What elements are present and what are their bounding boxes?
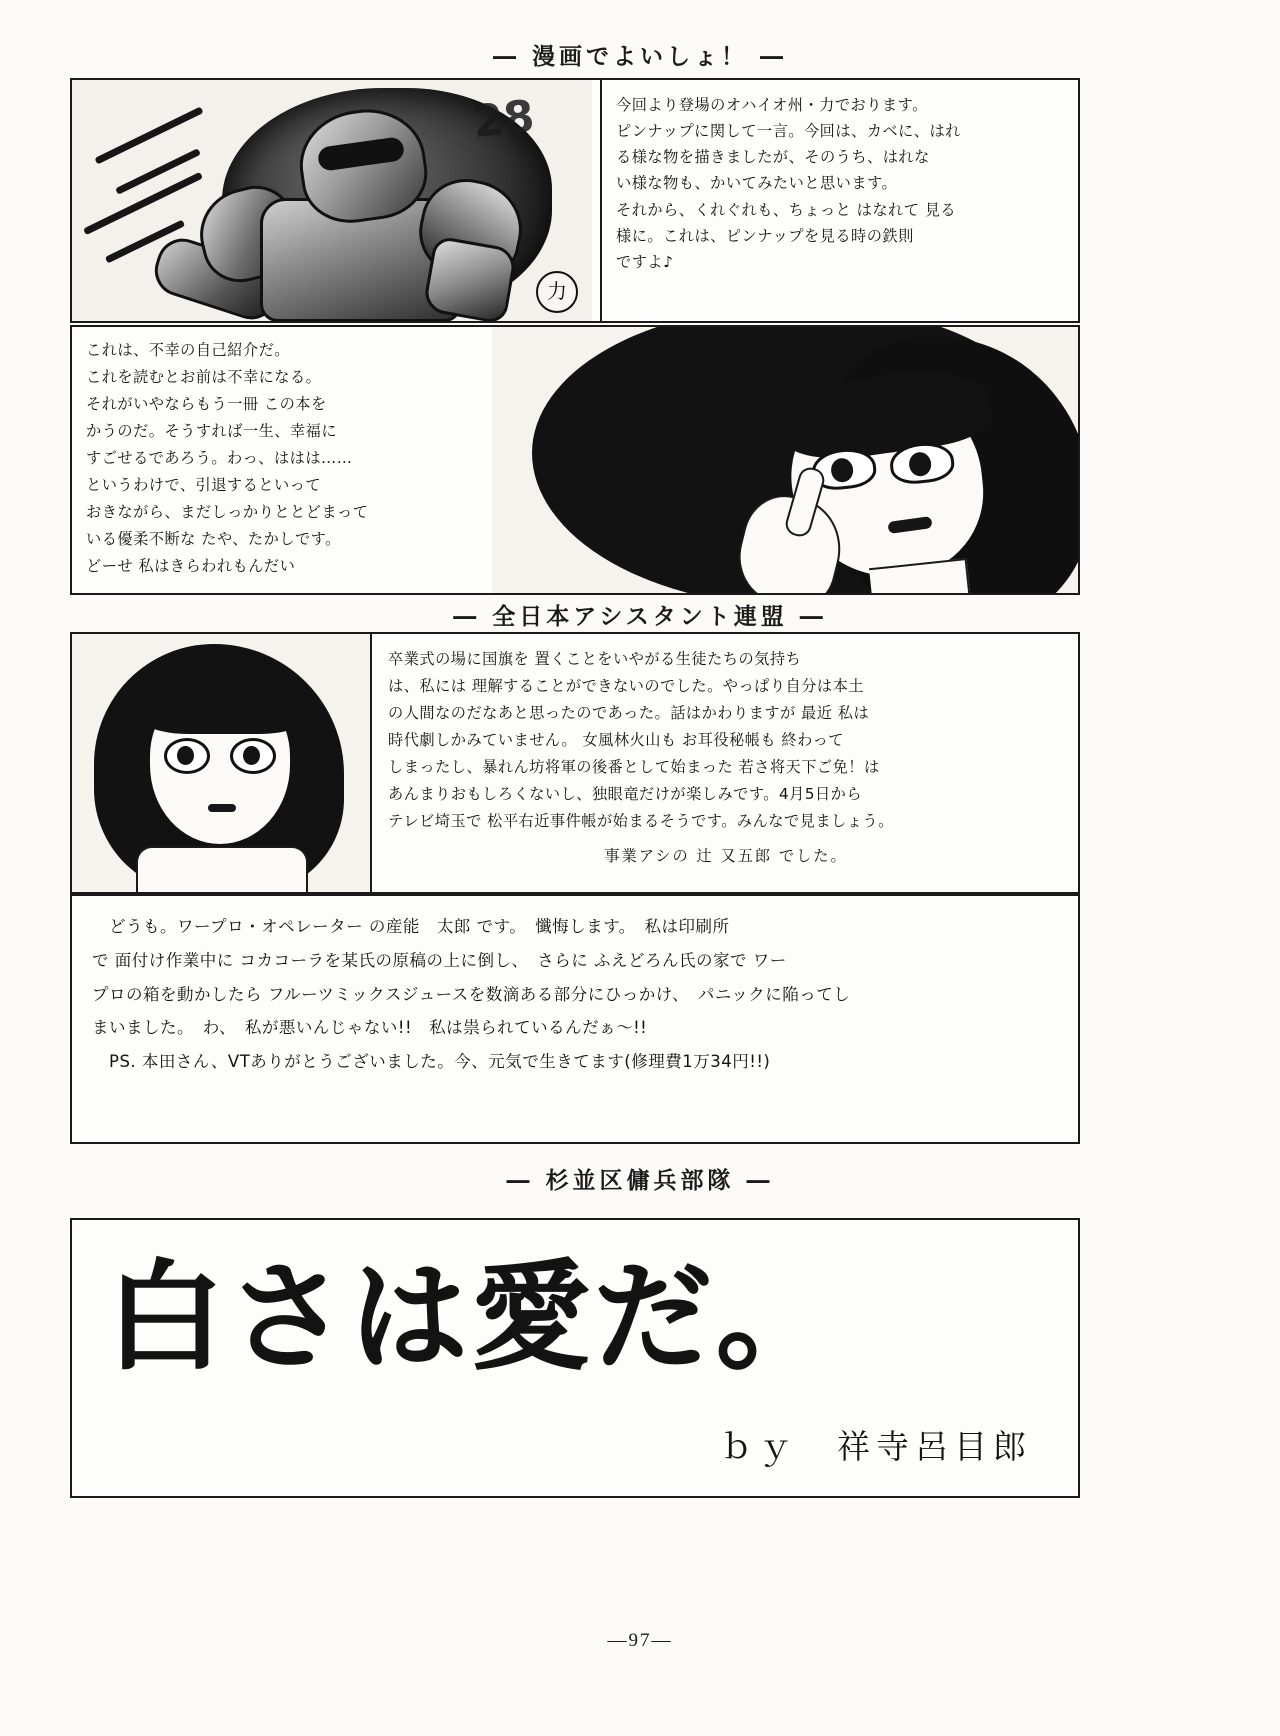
title-byline: ｂｙ 祥寺呂目郎: [720, 1427, 1032, 1466]
text-line: 卒業式の場に国旗を 置くことをいやがる生徒たちの気持ち: [388, 650, 802, 668]
panel-robot-intro: [70, 78, 1080, 323]
text-line: ピンナップに関して一言。今回は、カベに、はれ: [616, 122, 961, 141]
text-line: る様な物を描きましたが、そのうち、はれな: [616, 148, 930, 167]
robot-number-decal: 28: [470, 90, 537, 149]
word-processor-text: [72, 896, 1078, 1089]
section-header-suginami: ― 杉並区傭兵部隊 ―: [506, 1168, 774, 1194]
text-line: これを読むとお前は不幸になる。: [86, 368, 322, 387]
section-header-assistant-league: ― 全日本アシスタント連盟 ―: [453, 604, 827, 630]
text-line: 今回より登場のオハイオ州・力でおります。: [616, 96, 928, 114]
text-line: 時代劇しかみていません。 女風林火山も お耳役秘帳も 終わって: [388, 731, 844, 750]
bangs-shape: [138, 674, 304, 734]
eye-left: [164, 738, 210, 774]
text-line: 様に。これは、ピンナップを見る時の鉄則: [616, 226, 914, 245]
girl2-panel-text: [372, 634, 1078, 892]
text-line: の人間なのだなあと思ったのであった。話はかわりますが 最近 私は: [388, 704, 870, 723]
text-line: しまったし、暴れん坊将軍の後番として始まった 若さ将天下ご免！は: [388, 758, 880, 777]
eye-right: [230, 738, 276, 774]
text-line: どうも。ワープロ・オペレーター の産能 太郎 です。 懺悔します。 私は印刷所: [92, 917, 730, 936]
text-line: おきながら、まだしっかりととどまって: [86, 503, 369, 522]
text-line: まいました。 わ、 私が悪いんじゃない!! 私は祟られているんだぁ～!!: [92, 1018, 648, 1038]
text-line: い様な物も、かいてみたいと思います。: [616, 174, 898, 193]
panel-assistant-column: [70, 632, 1080, 894]
text-line: は、私には 理解することができないのでした。やっぱり自分は本土: [388, 677, 864, 696]
panel-word-processor-column: [70, 894, 1080, 1144]
text-line: というわけで、引退するといって: [86, 476, 322, 495]
robot-illustration: [72, 80, 592, 321]
text-line: テレビ埼玉で 松平右近事件帳が始まるそうです。みんなで見ましょう。: [388, 812, 894, 831]
girl2-portrait-illustration: [72, 634, 372, 892]
text-line: これは、不幸の自己紹介だ。: [86, 341, 290, 359]
pixel-title-text: 白さは愛だ。: [106, 1248, 839, 1386]
column-signature: 事業アシの 辻 又五郎 でした。: [604, 847, 848, 866]
text-line: で 面付け作業中に コカコーラを某氏の原稿の上に倒し、 さらに ふえどろん氏の家で ワー: [92, 950, 787, 970]
text-line: かうのだ。そうすれば一生、幸福に: [86, 422, 337, 441]
girl-portrait-illustration: [492, 327, 1078, 593]
robot-panel-text: [600, 80, 1080, 321]
speed-line: [115, 148, 201, 195]
text-line: すごせるであろう。わっ、ははは……: [86, 449, 353, 468]
text-line: それから、くれぐれも、ちょっと はなれて 見る: [616, 200, 957, 219]
robot-fist: [422, 235, 518, 321]
text-line: いる優柔不断な たや、たかしです。: [86, 530, 341, 549]
panel-self-introduction: [70, 325, 1080, 595]
text-line: あんまりおもしろくないし、独眼竜だけが楽しみです。4月5日から: [388, 785, 863, 804]
text-line: ですよ♪: [616, 252, 674, 271]
collar-shape: [136, 846, 308, 892]
girl1-panel-text: [72, 327, 492, 593]
text-line: プロの箱を動かしたら フルーツミックスジュースを数滴ある部分にひっかけ、 パニックに陥ってし: [92, 984, 851, 1004]
text-line: PS. 本田さん、VTありがとうございました。今、元気で生きてます(修理費1万34円!!): [92, 1052, 771, 1072]
section-header-manga: ― 漫画でよいしょ！ ―: [492, 44, 787, 70]
text-line: どーせ 私はきらわれもんだい: [86, 557, 296, 576]
page-number: —97—: [607, 1630, 673, 1651]
text-line: それがいやならもう一冊 この本を: [86, 395, 327, 414]
artist-signature-stamp: 力: [536, 271, 578, 313]
mouth-shape: [208, 804, 236, 812]
panel-pixel-title: [70, 1218, 1080, 1498]
